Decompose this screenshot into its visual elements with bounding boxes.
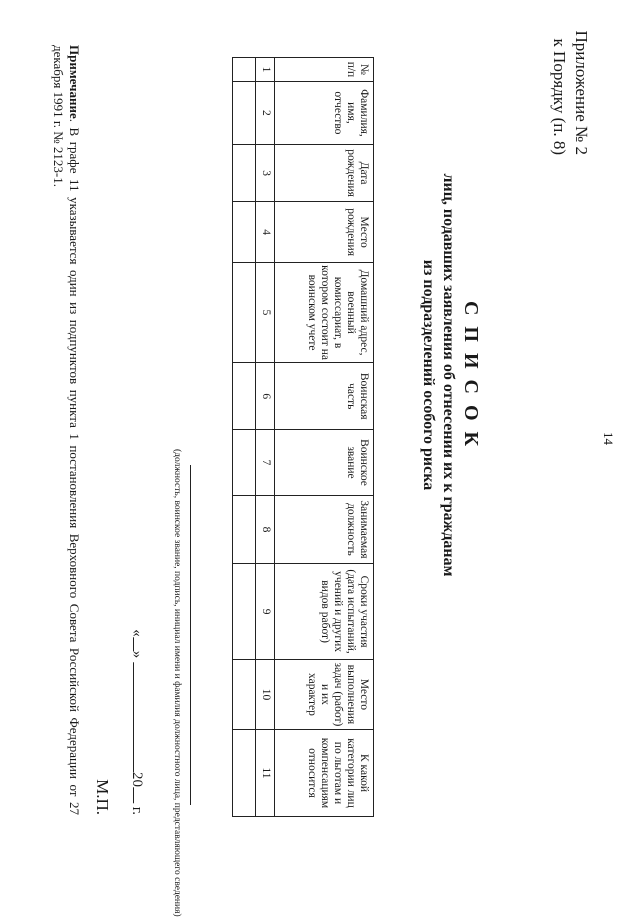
table-cell — [233, 81, 256, 144]
year-prefix: 20 — [129, 772, 145, 788]
column-header: К какой категории лиц по льготам и компенсациям относится — [275, 729, 374, 816]
column-number: 9 — [256, 564, 275, 660]
column-number: 1 — [256, 58, 275, 82]
column-header: № п/п — [275, 58, 374, 82]
column-header: Домашний адрес, военный комиссариат, в котором состоит на воинском учете — [275, 263, 374, 363]
footnote — [50, 45, 82, 815]
year-suffix: г. — [129, 806, 145, 815]
table-cell — [233, 144, 256, 201]
footnote-text: . В графе 11 указывается один из подпунктов пункта 1 постановления Верховного Совета Российской Федерации от 27 декабря 1991 г. № 2123-1. — [51, 45, 82, 815]
list-table — [232, 57, 374, 817]
column-number-row — [256, 58, 275, 817]
document-heading — [418, 0, 484, 755]
column-header: Воинское звание — [275, 430, 374, 495]
column-number: 5 — [256, 263, 275, 363]
column-header: Дата рождения — [275, 144, 374, 201]
table-header-row — [275, 58, 374, 817]
column-number: 4 — [256, 202, 275, 263]
appendix-line-1: Приложение № 2 — [572, 30, 591, 155]
table-cell — [233, 263, 256, 363]
day-blank — [133, 637, 134, 651]
document-subtitle-line-1: лиц, подавших заявления об отнесении их к гражданам — [440, 173, 457, 577]
column-header: Место выполнения задач (работ) и их характер — [275, 659, 374, 729]
page-number: 14 — [601, 432, 616, 445]
table-cell — [233, 495, 256, 564]
column-number: 7 — [256, 430, 275, 495]
column-header: Сроки участия (дата испытаний, учений и других видов работ) — [275, 564, 374, 660]
document-title: С П И С О К — [460, 300, 482, 450]
table-cell — [233, 363, 256, 430]
column-header: Фамилия, имя, отчество — [275, 81, 374, 144]
signature-line — [190, 465, 191, 805]
column-number: 8 — [256, 495, 275, 564]
table-cell — [233, 564, 256, 660]
stamp-place-mark: М.П. — [93, 779, 112, 815]
table-cell — [233, 729, 256, 816]
date-line — [128, 629, 145, 815]
document-subtitle-line-2: из подразделений особого риска — [420, 259, 437, 491]
date-open-quote: « — [129, 629, 145, 637]
date-close-quote: » — [129, 650, 145, 659]
appendix-reference — [548, 25, 592, 155]
column-number: 3 — [256, 144, 275, 201]
column-number: 2 — [256, 81, 275, 144]
column-header: Место рождения — [275, 202, 374, 263]
appendix-line-2: к Порядку (п. 8) — [550, 38, 569, 155]
month-blank — [133, 662, 134, 772]
year-blank — [133, 787, 134, 803]
table-cell — [233, 58, 256, 82]
footnote-label: Примечание — [67, 45, 82, 119]
table-cell — [233, 430, 256, 495]
column-number: 6 — [256, 363, 275, 430]
column-number: 11 — [256, 729, 275, 816]
table-row — [233, 58, 256, 817]
column-header: Занимаемая должность — [275, 495, 374, 564]
column-header: Воинская часть — [275, 363, 374, 430]
column-number: 10 — [256, 659, 275, 729]
table-cell — [233, 659, 256, 729]
table-cell — [233, 202, 256, 263]
signature-caption: (должность, воинское звание, подпись, инициал имени и фамилия должностного лица, представляющего сведения) — [172, 449, 182, 917]
